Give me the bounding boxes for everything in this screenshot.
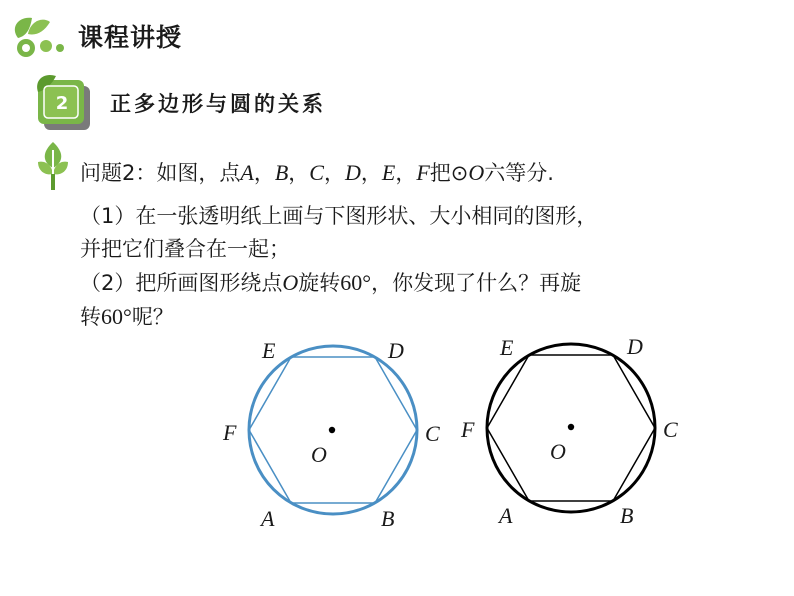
- point-c: C: [309, 160, 324, 185]
- part2-f: 转: [80, 305, 101, 329]
- part2-a: （2）把所画图形绕点: [80, 271, 283, 295]
- question-label: 问题2：如图，点: [80, 161, 241, 185]
- separator: ，: [360, 161, 382, 185]
- part1-line2: 并把它们叠合在一起；: [80, 237, 290, 261]
- right-center-dot: [568, 424, 574, 430]
- right-label-d: D: [627, 334, 643, 359]
- question-after-points: 把⊙: [429, 161, 469, 185]
- part2-angle: 60°: [340, 270, 372, 295]
- right-label-f: F: [461, 417, 475, 442]
- right-label-a: A: [499, 503, 513, 528]
- left-label-f: F: [223, 420, 237, 445]
- left-label-b: B: [381, 506, 395, 531]
- left-center-dot: [329, 427, 335, 433]
- left-label-e: E: [262, 338, 276, 363]
- separator: ，: [288, 161, 310, 185]
- part2-line1: [80, 267, 581, 297]
- part2-e: ，你发现了什么？再旋: [371, 271, 582, 295]
- part2-line2: [80, 301, 174, 331]
- right-label-e: E: [500, 335, 514, 360]
- logo-leaf-icon: [8, 8, 70, 60]
- point-b: B: [274, 160, 289, 185]
- left-label-o: O: [311, 442, 327, 467]
- left-label-d: D: [388, 338, 404, 363]
- center-o: O: [468, 160, 485, 185]
- point-d: D: [344, 160, 361, 185]
- part1-line1: （1）在一张透明纸上画与下图形状、大小相同的图形，: [80, 204, 598, 228]
- part2-h: 呢？: [131, 305, 174, 329]
- right-label-c: C: [663, 417, 678, 442]
- question-line: [80, 157, 554, 187]
- right-label-o: O: [550, 439, 566, 464]
- part2-center: O: [282, 270, 299, 295]
- left-label-a: A: [261, 506, 275, 531]
- part2-angle2: 60°: [101, 304, 132, 329]
- separator: ，: [253, 161, 275, 185]
- right-label-b: B: [620, 503, 634, 528]
- left-label-c: C: [425, 421, 440, 446]
- separator: ，: [323, 161, 345, 185]
- page-title: 课程讲授: [78, 23, 183, 52]
- figure-right: [440, 320, 700, 540]
- leaf-tree-icon: [34, 140, 72, 192]
- point-a: A: [240, 160, 254, 185]
- question-end: 六等分.: [484, 161, 554, 185]
- section-number: 2: [55, 93, 69, 114]
- section-title: 正多边形与圆的关系: [110, 92, 326, 116]
- point-f: F: [416, 160, 430, 185]
- separator: ，: [395, 161, 417, 185]
- figure-left: [200, 320, 460, 540]
- point-e: E: [381, 160, 396, 185]
- part2-c: 旋转: [298, 271, 341, 295]
